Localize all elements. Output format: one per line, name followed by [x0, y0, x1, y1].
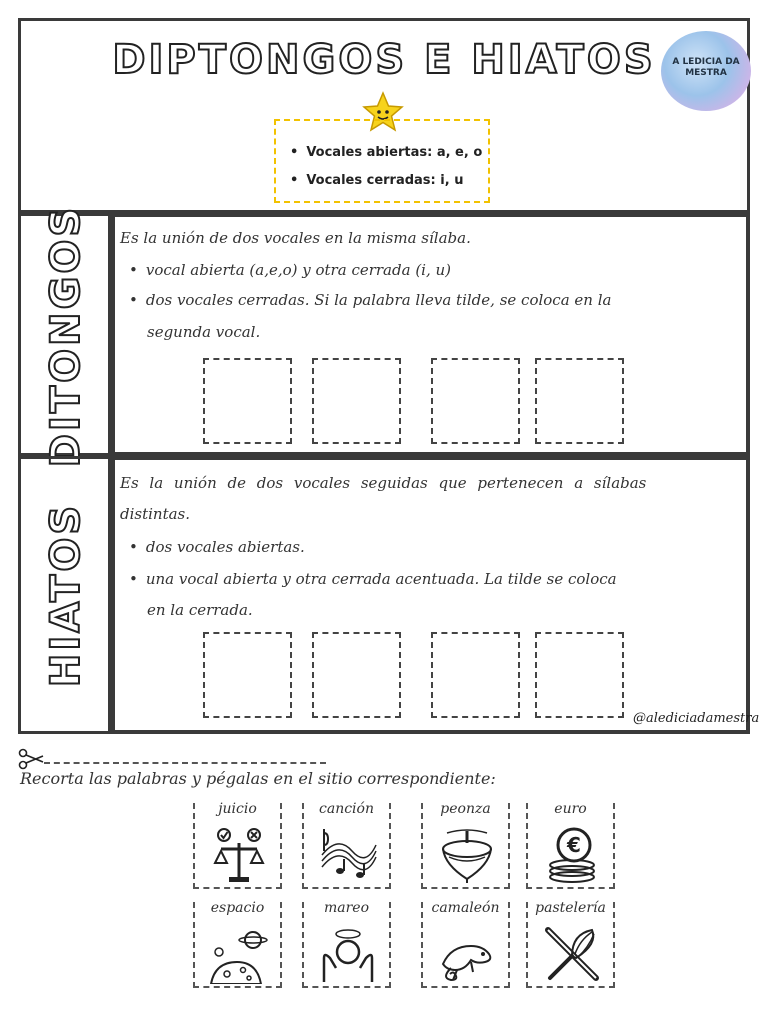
diptongos-definition: Es la unión de dos vocales en la misma sílaba.: [120, 229, 471, 247]
justice-scale-icon: [209, 825, 269, 885]
scissors-icon: [18, 748, 44, 770]
diptongos-drop-box-2[interactable]: [312, 358, 401, 444]
vowel-line-closed: • Vocales cerradas: i, u: [290, 173, 463, 188]
hiatos-drop-box-1[interactable]: [203, 632, 292, 718]
diptongos-label-box: [18, 204, 111, 468]
hiatos-rule-2-cont: en la cerrada.: [147, 601, 253, 619]
spinning-top-icon: [437, 825, 497, 885]
word-label: peonza: [423, 801, 508, 817]
word-card-mareo[interactable]: [302, 902, 391, 988]
music-notes-icon: [318, 825, 378, 885]
hiatos-label: HIATOS: [43, 502, 89, 688]
header-box: [18, 18, 750, 213]
word-label: pastelería: [528, 900, 613, 916]
diptongos-drop-box-3[interactable]: [431, 358, 520, 444]
word-card-peonza[interactable]: [421, 803, 510, 889]
diptongos-content-box: [111, 213, 750, 456]
word-card-camaleon[interactable]: [421, 902, 510, 988]
word-label: canción: [304, 801, 389, 817]
hiatos-drop-box-3[interactable]: [431, 632, 520, 718]
whisk-and-rolling-pin-icon: [542, 924, 602, 984]
word-label: camaleón: [423, 900, 508, 916]
planets-icon: [209, 924, 269, 984]
chameleon-icon: [437, 924, 497, 984]
diptongos-label: DITONGOS: [43, 204, 89, 468]
diptongos-drop-box-1[interactable]: [203, 358, 292, 444]
page-title: DIPTONGOS E HIATOS: [112, 37, 656, 83]
word-label: espacio: [195, 900, 280, 916]
hiatos-rule-1: • dos vocales abiertas.: [129, 538, 305, 556]
hiatos-definition-line2: distintas.: [120, 505, 191, 523]
diptongos-rule-2: • dos vocales cerradas. Si la palabra lleva tilde, se coloca en la: [129, 291, 611, 309]
dizzy-person-icon: [318, 924, 378, 984]
credit-handle: @alediciadamestra: [633, 711, 760, 726]
instruction-text: Recorta las palabras y pégalas en el sitio correspondiente:: [20, 769, 496, 788]
logo-text: A LEDICIA DA MESTRA: [672, 57, 740, 78]
hiatos-drop-box-2[interactable]: [312, 632, 401, 718]
word-card-juicio[interactable]: [193, 803, 282, 889]
vowel-info-box: [274, 119, 490, 203]
diptongos-rule-1: • vocal abierta (a,e,o) y otra cerrada (i, u): [129, 261, 451, 279]
cut-line: [44, 762, 326, 764]
svg-text:€: €: [567, 833, 581, 857]
word-label: juicio: [195, 801, 280, 817]
word-card-cancion[interactable]: [302, 803, 391, 889]
euro-coins-icon: [542, 825, 602, 885]
logo: [661, 31, 751, 111]
hiatos-label-box: [18, 456, 111, 734]
vowel-line-open: • Vocales abiertas: a, e, o: [290, 145, 482, 160]
word-label: mareo: [304, 900, 389, 916]
word-card-espacio[interactable]: [193, 902, 282, 988]
hiatos-definition-line1: Es la unión de dos vocales seguidas que pertenecen a sílabas: [120, 474, 647, 492]
diptongos-drop-box-4[interactable]: [535, 358, 624, 444]
hiatos-content-box: [111, 456, 760, 734]
hiatos-rule-2: • una vocal abierta y otra cerrada acentuada. La tilde se coloca: [129, 570, 617, 588]
diptongos-rule-2-cont: segunda vocal.: [147, 323, 261, 341]
hiatos-drop-box-4[interactable]: [535, 632, 624, 718]
word-card-pasteleria[interactable]: [526, 902, 615, 988]
word-label: euro: [528, 801, 613, 817]
word-card-euro[interactable]: [526, 803, 615, 889]
